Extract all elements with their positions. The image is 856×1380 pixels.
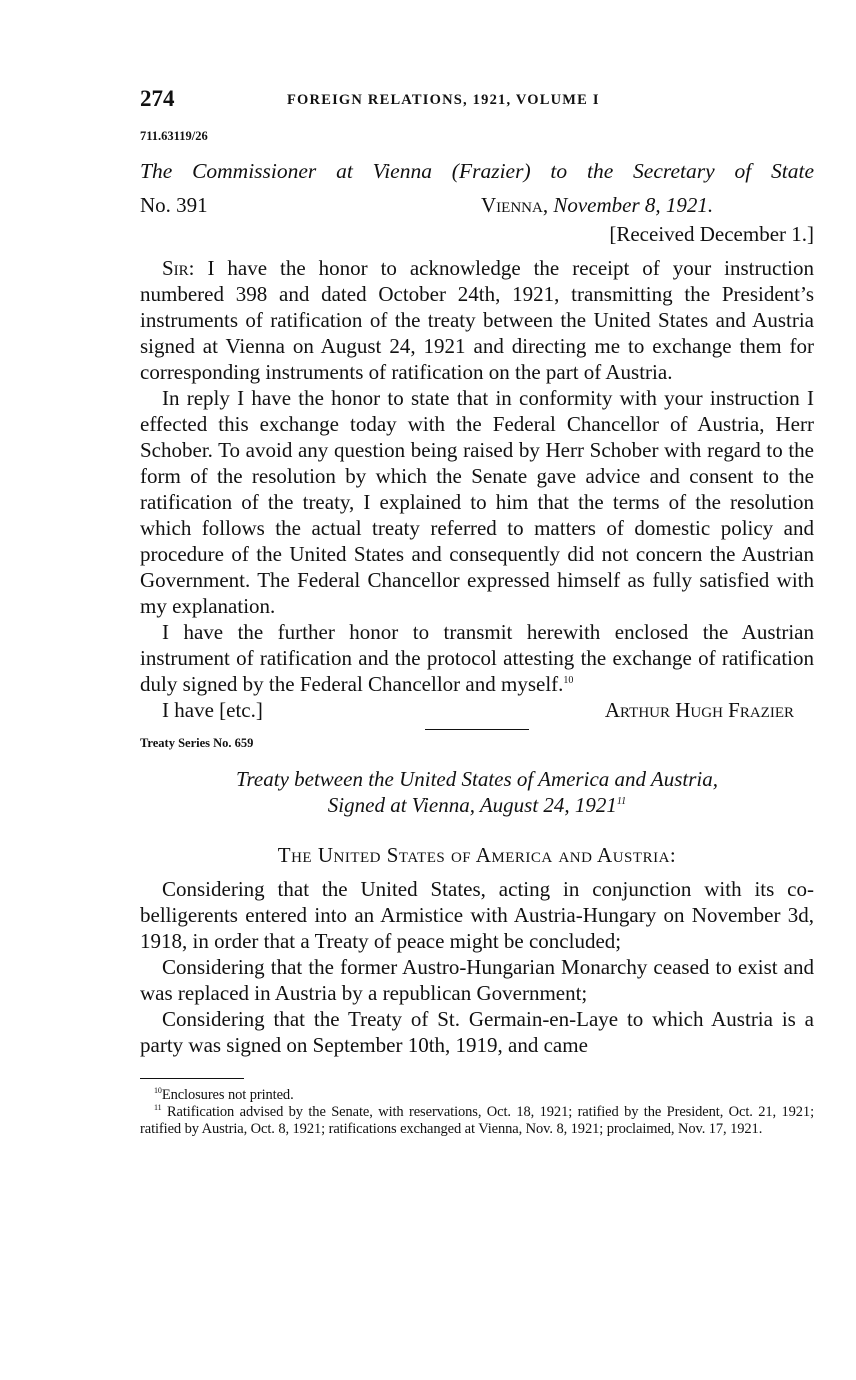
section-divider	[425, 729, 529, 730]
file-number: 711.63119/26	[140, 129, 208, 143]
document-page	[140, 82, 814, 1138]
footnote-ref-10: 10	[563, 675, 574, 686]
footnote	[140, 1104, 814, 1138]
letter-date: November 8, 1921.	[553, 193, 714, 217]
treaty-title-text: Signed at Vienna, August 24, 1921	[327, 793, 617, 817]
treaty-parties: The United States of America and Austria:	[277, 843, 677, 867]
document-number: No. 391	[140, 193, 208, 217]
page-number: 274	[140, 86, 175, 111]
paragraph-text: I have the further honor to transmit herewith enclosed the Austrian instrument of ratification and the protocol attesting the exchange of ratification duly signed by the Federal Chancellor and myself.	[140, 620, 814, 696]
treaty-title	[140, 766, 814, 818]
footnote-text: Ratification advised by the Senate, with reservations, Oct. 18, 1921; ratified by the President, Oct. 21, 1921; ratified by Austria, Oct. 8, 1921; ratifications exchanged at Vienna, Nov. 8, 1921; proclaimed, Nov. 17, 1921.	[140, 1104, 814, 1137]
salutation: Sir:	[162, 256, 195, 280]
letter-paragraph	[140, 255, 814, 385]
footnote-mark: 11	[154, 1103, 162, 1113]
signoff	[140, 697, 814, 729]
footnote-ref-11: 11	[616, 796, 627, 807]
letter-paragraph	[140, 385, 814, 619]
running-head-title: FOREIGN RELATIONS, 1921, VOLUME I	[287, 92, 600, 108]
signature: Arthur Hugh Frazier	[604, 698, 794, 722]
footnotes	[140, 1087, 814, 1138]
treaty-body	[140, 876, 814, 1058]
treaty-paragraph: Considering that the United States, acting in conjunction with its co-belligerents entered into an Armistice with Austria-Hungary on November 3d, 1918, in order that a Treaty of peace might be concluded;	[140, 877, 814, 953]
letter-paragraph	[140, 619, 814, 697]
paragraph-text: I have the honor to acknowledge the receipt of your instruction numbered 398 and dated October 24th, 1921, transmitting the President’s instruments of ratification of the treaty between the United States and Austria signed at Vienna on August 24, 1921 and directing me to exchange them for corresponding instruments of ratification on the part of Austria.	[140, 256, 814, 384]
footnote-text: Enclosures not printed.	[161, 1087, 294, 1103]
treaty-paragraph: Considering that the former Austro-Hungarian Monarchy ceased to exist and was replaced in Austria by a republican Government;	[140, 955, 814, 1005]
footnote-divider	[140, 1078, 244, 1079]
running-head	[140, 82, 814, 120]
treaty-paragraph: Considering that the Treaty of St. Germain-en-Laye to which Austria is a party was signed on September 10th, 1919, and came	[140, 1007, 814, 1057]
dateline	[140, 191, 814, 220]
treaty-title-line	[140, 792, 814, 818]
place-date	[481, 191, 713, 220]
footnote	[140, 1087, 814, 1104]
letter-body	[140, 255, 814, 697]
treaty-series: Treaty Series No. 659	[140, 736, 254, 750]
paragraph-text: In reply I have the honor to state that in conformity with your instruction I effected this exchange today with the Federal Chancellor of Austria, Herr Schober. To avoid any question being raised by Herr Schober with regard to the form of the resolution by which the Senate gave advice and consent to the ratification of the treaty, I explained to him that the terms of the resolution which follows the actual treaty referred to matters of domestic policy and procedure of the United States and consequently did not concern the Austrian Government. The Federal Chancellor expressed himself as fully satisfied with my explanation.	[140, 386, 814, 618]
treaty-title-line: Treaty between the United States of America and Austria,	[236, 767, 718, 791]
received-note: [Received December 1.]	[609, 222, 814, 246]
closing: I have [etc.]	[162, 698, 263, 722]
footnote-mark: 10	[154, 1086, 162, 1096]
place-name: Vienna,	[481, 193, 549, 217]
document-title: The Commissioner at Vienna (Frazier) to the Secretary of State	[140, 159, 814, 183]
